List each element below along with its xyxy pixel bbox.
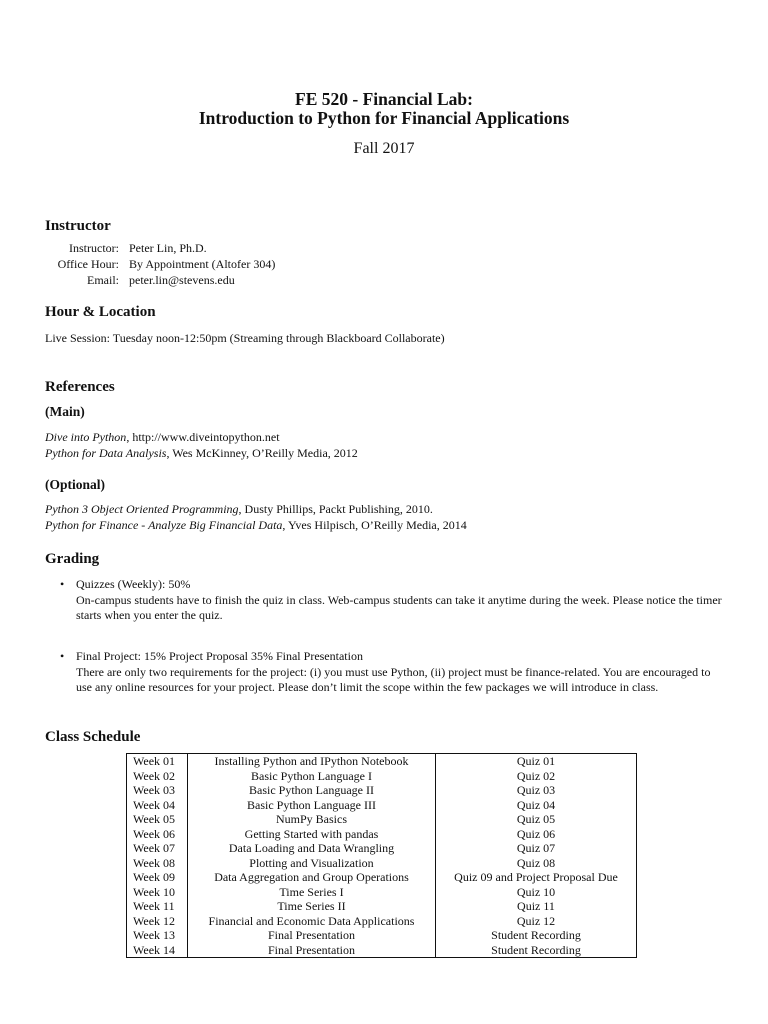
course-term: Fall 2017 bbox=[353, 140, 415, 157]
grading-item-title: Final Project: 15% Project Proposal 35% Final Presentation bbox=[76, 649, 363, 663]
topic-cell: Data Aggregation and Group Operations bbox=[188, 870, 436, 885]
table-row bbox=[127, 870, 637, 885]
week-cell: Week 03 bbox=[127, 783, 188, 798]
references-main-heading: (Main) bbox=[45, 404, 85, 419]
grading-item-quizzes bbox=[62, 577, 727, 624]
topic-cell: Installing Python and IPython Notebook bbox=[188, 754, 436, 769]
bullet-icon: • bbox=[60, 649, 65, 663]
table-row bbox=[127, 827, 637, 842]
table-row bbox=[127, 885, 637, 900]
assessment-cell: Quiz 07 bbox=[436, 841, 637, 856]
week-cell: Week 13 bbox=[127, 928, 188, 943]
info-value: By Appointment (Altofer 304) bbox=[129, 257, 276, 271]
table-row bbox=[127, 856, 637, 871]
table-row bbox=[127, 754, 637, 769]
topic-cell: Data Loading and Data Wrangling bbox=[188, 841, 436, 856]
week-cell: Week 02 bbox=[127, 769, 188, 784]
course-subtitle: Introduction to Python for Financial Applications bbox=[198, 108, 570, 128]
week-cell: Week 10 bbox=[127, 885, 188, 900]
title-block bbox=[0, 90, 768, 158]
topic-cell: Basic Python Language I bbox=[188, 769, 436, 784]
reference-title: Python for Data Analysis bbox=[45, 446, 167, 460]
reference-title: Python 3 Object Oriented Programming bbox=[45, 502, 239, 516]
assessment-cell: Quiz 11 bbox=[436, 899, 637, 914]
topic-cell: Basic Python Language III bbox=[188, 798, 436, 813]
week-cell: Week 05 bbox=[127, 812, 188, 827]
topic-cell: Getting Started with pandas bbox=[188, 827, 436, 842]
reference-title: Dive into Python bbox=[45, 430, 127, 444]
table-row bbox=[127, 899, 637, 914]
course-title: FE 520 - Financial Lab: bbox=[295, 89, 473, 109]
assessment-cell: Quiz 08 bbox=[436, 856, 637, 871]
table-row bbox=[127, 783, 637, 798]
week-cell: Week 08 bbox=[127, 856, 188, 871]
grading-item-title: Quizzes (Weekly): 50% bbox=[76, 577, 191, 591]
schedule-body bbox=[127, 754, 637, 958]
references-optional-heading: (Optional) bbox=[45, 477, 106, 492]
assessment-cell: Quiz 02 bbox=[436, 769, 637, 784]
topic-cell: Final Presentation bbox=[188, 943, 436, 958]
assessment-cell: Quiz 12 bbox=[436, 914, 637, 929]
week-cell: Week 07 bbox=[127, 841, 188, 856]
assessment-cell: Quiz 04 bbox=[436, 798, 637, 813]
topic-cell: Plotting and Visualization bbox=[188, 856, 436, 871]
table-row bbox=[127, 914, 637, 929]
week-cell: Week 14 bbox=[127, 943, 188, 958]
week-cell: Week 11 bbox=[127, 899, 188, 914]
info-key: Office Hour: bbox=[57, 257, 119, 271]
reference-item: Python for Data Analysis, Wes McKinney, O’Reilly Media, 2012 bbox=[45, 446, 358, 460]
assessment-cell: Student Recording bbox=[436, 928, 637, 943]
week-cell: Week 09 bbox=[127, 870, 188, 885]
email-value: peter.lin@stevens.edu bbox=[129, 273, 235, 287]
topic-cell: NumPy Basics bbox=[188, 812, 436, 827]
assessment-cell: Quiz 06 bbox=[436, 827, 637, 842]
table-row bbox=[127, 769, 637, 784]
assessment-cell: Student Recording bbox=[436, 943, 637, 958]
week-cell: Week 12 bbox=[127, 914, 188, 929]
references-heading: References bbox=[45, 379, 115, 395]
reference-item: Dive into Python, http://www.diveintopython.net bbox=[45, 430, 280, 444]
topic-cell: Basic Python Language II bbox=[188, 783, 436, 798]
class-schedule-heading: Class Schedule bbox=[45, 729, 141, 745]
info-value: Peter Lin, Ph.D. bbox=[129, 241, 207, 255]
table-row bbox=[127, 928, 637, 943]
instructor-heading: Instructor bbox=[45, 218, 111, 234]
class-schedule-table bbox=[126, 753, 637, 958]
reference-item: Python for Finance - Analyze Big Financial Data, Yves Hilpisch, O’Reilly Media, 2014 bbox=[45, 518, 467, 532]
assessment-cell: Quiz 05 bbox=[436, 812, 637, 827]
grading-heading: Grading bbox=[45, 551, 100, 567]
office-hour-row bbox=[45, 256, 275, 272]
topic-cell: Time Series II bbox=[188, 899, 436, 914]
assessment-cell: Quiz 10 bbox=[436, 885, 637, 900]
topic-cell: Financial and Economic Data Applications bbox=[188, 914, 436, 929]
info-key: Email: bbox=[87, 273, 119, 287]
assessment-cell: Quiz 03 bbox=[436, 783, 637, 798]
reference-item: Python 3 Object Oriented Programming, Dusty Phillips, Packt Publishing, 2010. bbox=[45, 502, 433, 516]
topic-cell: Time Series I bbox=[188, 885, 436, 900]
topic-cell: Final Presentation bbox=[188, 928, 436, 943]
table-row bbox=[127, 943, 637, 958]
instructor-info bbox=[45, 240, 275, 288]
grading-item-body: On-campus students have to finish the quiz in class. Web-campus students can take it anytime during the week. Please notice the timer starts when you enter the quiz. bbox=[76, 592, 722, 622]
week-cell: Week 06 bbox=[127, 827, 188, 842]
live-session-text: Live Session: Tuesday noon-12:50pm (Streaming through Blackboard Collaborate) bbox=[45, 331, 445, 345]
hour-location-heading: Hour & Location bbox=[45, 304, 156, 320]
week-cell: Week 04 bbox=[127, 798, 188, 813]
grading-item-final-project bbox=[62, 649, 727, 696]
table-row bbox=[127, 798, 637, 813]
email-row bbox=[45, 272, 275, 288]
grading-item-body: There are only two requirements for the project: (i) you must use Python, (ii) project must be finance-related. You are encouraged to use any online resources for your project. Please don’t limit the scope within the few packages we will introduce in class. bbox=[76, 664, 711, 694]
instructor-row bbox=[45, 240, 275, 256]
week-cell: Week 01 bbox=[127, 754, 188, 769]
reference-title: Python for Finance - Analyze Big Financial Data bbox=[45, 518, 283, 532]
table-row bbox=[127, 812, 637, 827]
info-key: Instructor: bbox=[69, 241, 119, 255]
assessment-cell: Quiz 09 and Project Proposal Due bbox=[436, 870, 637, 885]
table-row bbox=[127, 841, 637, 856]
assessment-cell: Quiz 01 bbox=[436, 754, 637, 769]
bullet-icon: • bbox=[60, 577, 65, 591]
